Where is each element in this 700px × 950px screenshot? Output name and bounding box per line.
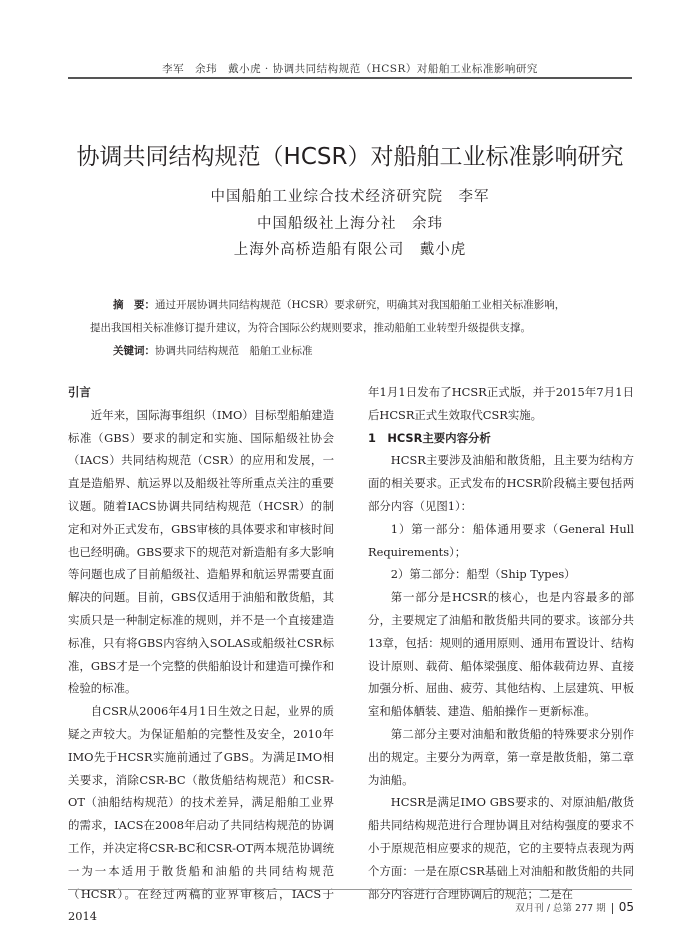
list-item: 1）第一部分：船体通用要求（General Hull Requirements）；: [368, 521, 634, 559]
footer-rule: [68, 889, 632, 890]
author-line-2: 中国船级社上海分社 余玮: [257, 216, 443, 232]
body-paragraph: HCSR主要涉及油船和散货船，且主要为结构方面的相关要求。正式发布的HCSR阶段稿主要包括两部分内容（见图1）：: [368, 453, 634, 513]
running-header: 李军 余玮 戴小虎 · 协调共同结构规范（HCSR）对船舶工业标准影响研究: [162, 63, 538, 75]
list-item: 2）第二部分：船型（Ship Types）: [390, 567, 576, 582]
author-line-3: 上海外高桥造船有限公司 戴小虎: [233, 242, 467, 258]
body-paragraph-continued: 年1月1日发布了HCSR正式版，并于2015年7月1日后HCSR正式生效取代CSR实施。: [368, 385, 634, 422]
abstract-line-1: [90, 294, 610, 317]
section-heading-intro: 引言: [68, 385, 91, 399]
body-paragraph: 自CSR从2006年4月1日生效之日起，业界的质疑之声较大。为保证船舶的完整性及安全，2010年IMO先于HCSR实施前通过了GBS。为满足IMO相关要求，消除CSR-BC（散货船结构规范）和CSR-OT（油船结构规范）的技术差异，满足船舶工业界的需求，IACS在2008年启动了共同结构规范的协调工作，并决定将CSR-BC和CSR-OT两本规范协调统一为一本适用于散货船和油船的共同结构规范（HCSR）。在经过两稿的业界审核后，IACS于2014: [68, 704, 334, 924]
abstract-line-2: 提出我国相关标准修订提升建议，为符合国际公约规则要求，推动船舶工业转型升级提供支撑。: [90, 322, 531, 334]
paper-title: 协调共同结构规范（HCSR）对船舶工业标准影响研究: [76, 144, 624, 170]
keywords-label: 关键词：: [113, 345, 155, 357]
body-paragraph: HCSR是满足IMO GBS要求的、对原油船/散货船共同结构规范进行合理协调且对结构强度的要求不小于原规范相应要求的规范，它的主要特点表现为两个方面：一是在原CSR基础上对油船和散货船的共同部分内容进行合理协调后的规范；二是在: [368, 795, 634, 901]
page-number: 05: [618, 900, 634, 914]
page-footer: [515, 900, 634, 914]
section-heading-1: 1 HCSR主要内容分析: [368, 430, 491, 445]
body-paragraph: 第一部分是HCSR的核心，也是内容最多的部分，主要规定了油船和散货船共同的要求。该部分共13章，包括：规则的通用原则、通用布置设计、结构设计原则、载荷、船体梁强度、船体载荷边界、直接加强分析、屈曲、疲劳、其他结构、上层建筑、甲板室和船体舾装、建造、船舶操作－更新标准。: [368, 590, 634, 719]
left-column: [68, 381, 334, 928]
body-paragraph: 近年来，国际海事组织（IMO）目标型船舶建造标准（GBS）要求的制定和实施、国际船级社协会（IACS）共同结构规范（CSR）的应用和发展，一直是造船界、航运界以及船级社等所重点关注的重要议题。随着IACS协调共同结构规范（HCSR）的制定和对外正式发布，GBS审核的具体要求和审核时间也已经明确。GBS要求下的规范对新造船有多大影响等问题也成了目前船级社、造船界和航运界需要直面解决的问题。目前，GBS仅适用于油船和散货船，其实质只是一种制定标准的规则，并不是一个直接建造标准，只有将GBS内容纳入SOLAS或船级社CSR标准，GBS才是一个完整的供船舶设计和建造可操作和检验的标准。: [68, 407, 334, 696]
journal-issue: 双月刊 / 总第 277 期: [515, 903, 606, 914]
keywords-text: 协调共同结构规范 船舶工业标准: [155, 345, 313, 357]
header-rule: [68, 77, 632, 79]
body-paragraph: 第二部分主要对油船和散货船的特殊要求分别作出的规定。主要分为两章，第一章是散货船，第二章为油船。: [368, 726, 634, 787]
abstract-text-1: 通过开展协调共同结构规范（HCSR）要求研究，明确其对我国船舶工业相关标准影响，: [155, 299, 566, 311]
author-line-1: 中国船舶工业综合技术经济研究院 李军: [210, 189, 490, 205]
abstract-label: 摘 要：: [113, 299, 155, 311]
right-column: [368, 381, 634, 905]
abstract-block: [90, 294, 610, 363]
footer-separator: [612, 903, 613, 914]
keywords-line: [90, 340, 610, 363]
